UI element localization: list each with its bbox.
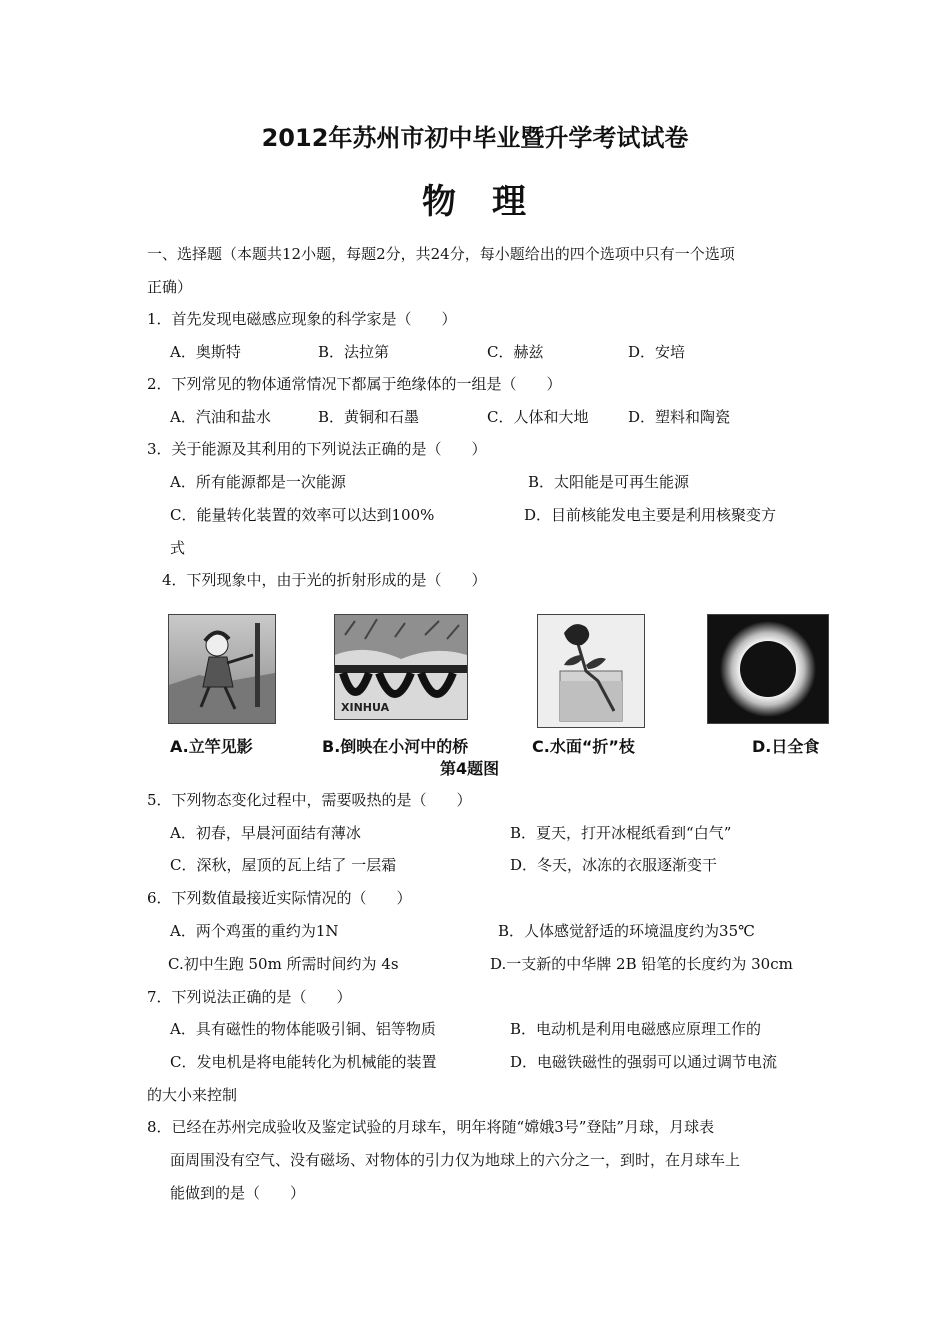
q7-option-d-cont: 的大小来控制 xyxy=(147,1086,238,1104)
q3-option-a: A．所有能源都是一次能源 xyxy=(170,473,346,491)
q2-option-c: C．人体和大地 xyxy=(487,408,589,426)
figure-4-label: 第4题图 xyxy=(440,759,500,778)
exam-title: 2012年苏州市初中毕业暨升学考试试卷 xyxy=(261,124,689,152)
q5-option-b: B．夏天，打开冰棍纸看到“白气” xyxy=(510,824,732,842)
question-5-stem: 5．下列物态变化过程中，需要吸热的是（ ） xyxy=(147,791,472,809)
q6-option-c: C.初中生跑 50m 所需时间约为 4s xyxy=(168,955,399,973)
q6-option-a: A．两个鸡蛋的重约为1N xyxy=(170,922,339,940)
figure-b-caption: B.倒映在小河中的桥 xyxy=(322,737,469,756)
question-6-stem: 6．下列数值最接近实际情况的（ ） xyxy=(147,889,412,907)
q5-option-d: D．冬天，冰冻的衣服逐渐变干 xyxy=(510,856,718,874)
q2-option-a: A．汽油和盐水 xyxy=(170,408,271,426)
q1-option-a: A．奥斯特 xyxy=(170,343,241,361)
subject-heading xyxy=(0,174,950,223)
q1-option-c: C．赫兹 xyxy=(487,343,544,361)
question-3-stem: 3．关于能源及其利用的下列说法正确的是（ ） xyxy=(147,440,487,458)
figure-d-caption: D.日全食 xyxy=(752,737,820,756)
question-1-stem: 1．首先发现电磁感应现象的科学家是（ ） xyxy=(147,310,457,328)
figure-c-caption: C.水面“折”枝 xyxy=(532,737,635,756)
figure-b-image xyxy=(334,614,468,720)
question-4-stem: 4．下列现象中，由于光的折射形成的是（ ） xyxy=(162,571,487,589)
q6-option-b: B．人体感觉舒适的环境温度约为35℃ xyxy=(498,922,755,940)
q1-option-d: D．安培 xyxy=(628,343,686,361)
q7-option-b: B．电动机是利用电磁感应原理工作的 xyxy=(510,1020,762,1038)
question-2-stem: 2．下列常见的物体通常情况下都属于绝缘体的一组是（ ） xyxy=(147,375,562,393)
subject-char-2: 理 xyxy=(492,182,528,222)
q2-option-b: B．黄铜和石墨 xyxy=(318,408,420,426)
q5-option-c: C．深秋，屋顶的瓦上结了 一层霜 xyxy=(170,856,397,874)
question-8-stem-line3: 能做到的是（ ） xyxy=(170,1184,306,1202)
q2-option-d: D．塑料和陶瓷 xyxy=(628,408,731,426)
q6-option-d: D.一支新的中华牌 2B 铅笔的长度约为 30cm xyxy=(490,955,793,973)
q3-option-b: B．太阳能是可再生能源 xyxy=(528,473,690,491)
q3-option-d-cont: 式 xyxy=(170,539,186,557)
q3-option-c: C．能量转化装置的效率可以达到100% xyxy=(170,506,435,524)
q3-option-d: D．目前核能发电主要是利用核聚变方 xyxy=(524,506,777,524)
figure-a-caption: A.立竿见影 xyxy=(170,737,253,756)
question-7-stem: 7．下列说法正确的是（ ） xyxy=(147,988,352,1006)
q7-option-a: A．具有磁性的物体能吸引铜、铝等物质 xyxy=(170,1020,436,1038)
section-heading: 一、选择题（本题共12小题，每题2分，共24分，每小题给出的四个选项中只有一个选项 xyxy=(147,245,735,263)
q7-option-d: D．电磁铁磁性的强弱可以通过调节电流 xyxy=(510,1053,778,1071)
section-heading-cont: 正确） xyxy=(147,278,193,296)
q1-option-b: B．法拉第 xyxy=(318,343,390,361)
figure-a-image xyxy=(168,614,276,724)
q7-option-c: C．发电机是将电能转化为机械能的装置 xyxy=(170,1053,437,1071)
figure-d-image xyxy=(707,614,829,724)
question-8-stem-line2: 面周围没有空气、没有磁场、对物体的引力仅为地球上的六分之一，到时，在月球车上 xyxy=(170,1151,741,1169)
subject-char-1: 物 xyxy=(422,182,458,222)
q5-option-a: A．初春，早晨河面结有薄冰 xyxy=(170,824,361,842)
question-8-stem-line1: 8．已经在苏州完成验收及鉴定试验的月球车，明年将随“嫦娥3号”登陆”月球，月球表 xyxy=(147,1118,715,1136)
figure-c-image xyxy=(537,614,645,728)
figure-b-watermark: XINHUA xyxy=(341,701,390,714)
